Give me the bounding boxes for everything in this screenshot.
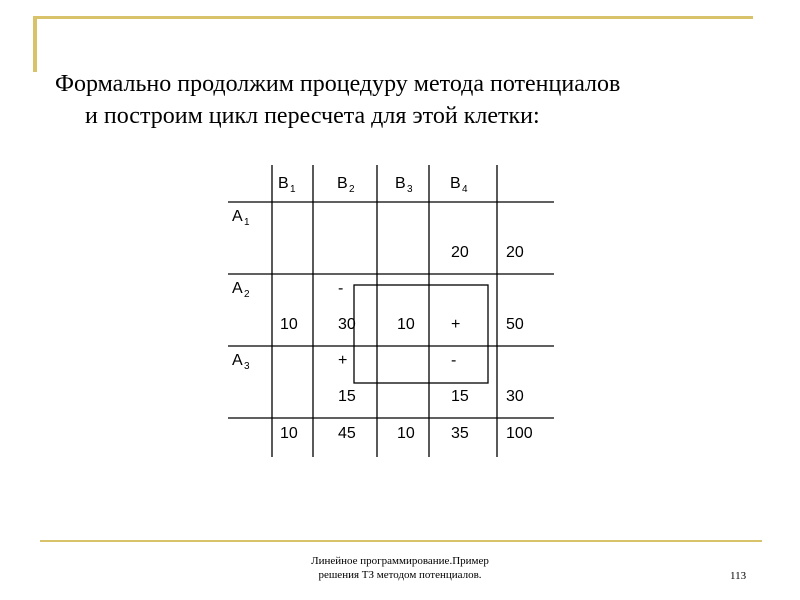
column-header-letter: B — [278, 175, 289, 192]
column-header-b2 — [337, 175, 355, 195]
cell-value: 20 — [451, 244, 469, 261]
footer-line-2: решения ТЗ методом потенциалов. — [318, 569, 482, 581]
slide-footer — [250, 554, 550, 582]
cell-sign: - — [338, 280, 344, 297]
column-header-index: 4 — [462, 184, 468, 195]
column-header-index: 1 — [290, 184, 296, 195]
cell-sign: + — [338, 352, 348, 369]
row-header-index: 2 — [244, 289, 250, 300]
row-header-index: 1 — [244, 217, 250, 228]
cell-sign: - — [451, 352, 457, 369]
row-header-letter: A — [232, 352, 243, 369]
column-header-b4 — [450, 175, 468, 195]
column-header-letter: B — [337, 175, 348, 192]
cell-value: 15 — [451, 388, 469, 405]
column-header-index: 3 — [407, 184, 413, 195]
cell-value: 30 — [338, 316, 356, 333]
column-header-b1 — [278, 175, 296, 195]
total-value: 100 — [506, 425, 533, 442]
row-header-a2 — [232, 280, 250, 300]
page-number: 113 — [730, 570, 747, 582]
column-header-letter: B — [450, 175, 461, 192]
slide-title-line-1: Формально продолжим процедуру метода потенциалов — [55, 71, 621, 97]
row-header-letter: A — [232, 208, 243, 225]
cell-value: 15 — [338, 388, 356, 405]
table-grid-lines — [228, 165, 554, 457]
recalculation-cycle — [354, 285, 488, 383]
footer-line-1: Линейное программирование.Пример — [311, 555, 489, 567]
column-header-letter: B — [395, 175, 406, 192]
cell-value: 10 — [280, 316, 298, 333]
row-header-letter: A — [232, 280, 243, 297]
row-header-index: 3 — [244, 361, 250, 372]
supply-value: 20 — [506, 244, 524, 261]
demand-value: 10 — [397, 425, 415, 442]
row-header-a3 — [232, 352, 250, 372]
column-header-b3 — [395, 175, 413, 195]
slide-title-line-2: и построим цикл пересчета для этой клетки: — [85, 103, 540, 129]
demand-value: 35 — [451, 425, 469, 442]
cell-value: 10 — [397, 316, 415, 333]
demand-value: 45 — [338, 425, 356, 442]
row-header-a1 — [232, 208, 250, 228]
supply-value: 50 — [506, 316, 524, 333]
supply-value: 30 — [506, 388, 524, 405]
cell-value: + — [451, 316, 461, 333]
column-header-index: 2 — [349, 184, 355, 195]
demand-value: 10 — [280, 425, 298, 442]
